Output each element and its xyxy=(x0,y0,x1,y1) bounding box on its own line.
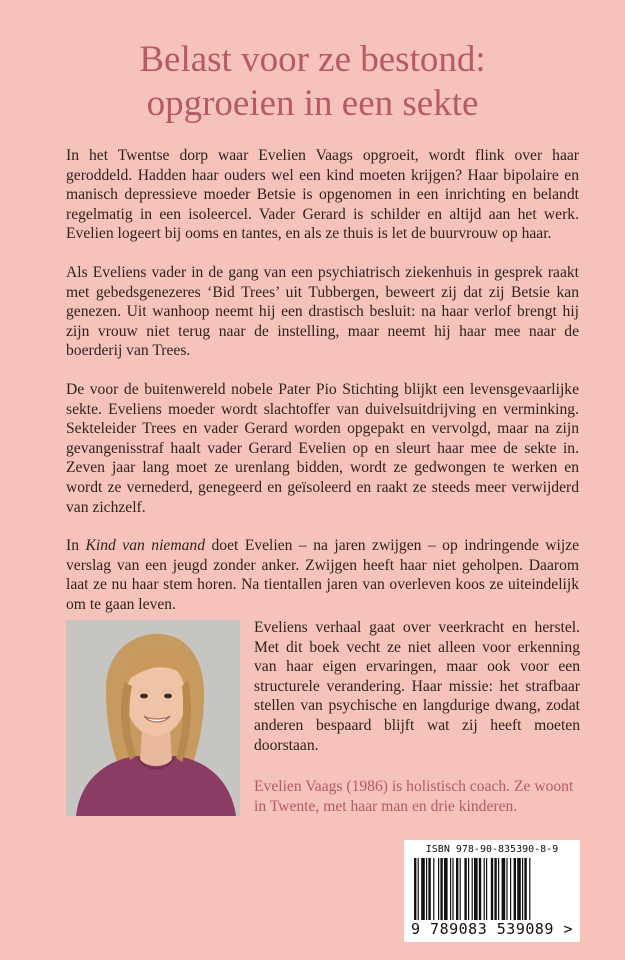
barcode-bar xyxy=(522,858,523,920)
barcode xyxy=(404,840,580,942)
barcode-bar xyxy=(468,858,469,920)
isbn-label: ISBN 978-90-835390-8-9 xyxy=(425,844,559,855)
barcode-bar xyxy=(506,858,507,920)
barcode-bar xyxy=(486,858,487,920)
barcode-bar xyxy=(440,858,442,920)
book-title-italic: Kind van niemand xyxy=(85,537,205,555)
barcode-bar xyxy=(452,858,453,920)
author-photo xyxy=(66,620,240,816)
barcode-bar xyxy=(438,858,439,920)
barcode-bar xyxy=(421,858,425,920)
title-line-1: Belast voor ze bestond: xyxy=(139,39,486,80)
title-line-2: opgroeien in een sekte xyxy=(146,83,479,124)
barcode-bar xyxy=(428,858,430,920)
barcode-bar xyxy=(450,858,451,920)
author-mission-text: Eveliens verhaal gaat over veerkracht en herstel. Met dit boek vecht ze niet alleen voor erkenning van haar eigen ervaringen, maar ook voor een structurele verandering. Haar missie: het strafbaar stellen van psychische en langdurige dwang, zodat anderen bespaard blijft wat zij heeft moeten doorstaan. xyxy=(254,619,580,754)
barcode-bar xyxy=(464,858,466,920)
blurb xyxy=(66,146,579,633)
blurb-paragraph-4: In Kind van niemand doet Evelien – na jaren zwijgen – op indringende wijze verslag van een jeugd zonder anker. Zwijgen heeft haar niet geholpen. Daarom laat ze nu haar stem horen. Na tientallen jaren van overleven koos ze uiteindelijk om te gaan leven. xyxy=(66,537,579,613)
barcode-bar xyxy=(444,858,448,920)
barcode-bar xyxy=(474,858,478,920)
barcode-bar xyxy=(484,858,485,920)
barcode-bar xyxy=(510,858,511,920)
barcode-bar xyxy=(491,858,493,920)
barcode-bar xyxy=(502,858,506,920)
barcode-bar xyxy=(498,858,499,920)
barcode-bar xyxy=(456,858,458,920)
barcode-bars xyxy=(414,858,570,920)
book-title xyxy=(0,38,625,126)
barcode-bar xyxy=(472,858,473,920)
barcode-bar xyxy=(479,858,481,920)
author-portrait-illustration xyxy=(66,620,240,816)
barcode-bar xyxy=(433,858,434,920)
barcode-bar xyxy=(414,858,416,920)
barcode-bar xyxy=(460,858,461,920)
barcode-bar xyxy=(524,858,526,920)
author-bio: Evelien Vaags (1986) is holistisch coach. Ze woont in Twente, met haar man en drie kinderen. xyxy=(254,778,574,815)
blurb-paragraph-1: In het Twentse dorp waar Evelien Vaags opgroeit, wordt flink over haar geroddeld. Hadden haar ouders wel een kind moeten krijgen? Haar bipolaire en manisch depressieve moeder Betsie is opgenomen in een inrichting en belandt regelmatig in een isoleercel. Vader Gerard is schilder en altijd aan het werk. Evelien logeert bij ooms en tantes, en als ze thuis is let de buurvrouw op haar. xyxy=(66,147,579,243)
barcode-bar xyxy=(517,858,521,920)
blurb-paragraph-3: De voor de buitenwereld nobele Pater Pio Stichting blijkt een levensgevaarlijke sekte. Eveliens moeder wordt slachtoffer van duivelsuitdrijving en verminking. Sekteleider Trees en vader Gerard worden opgepakt en vervolgd, maar na zijn gevangenisstraf haalt vader Gerard Evelien op en sleurt haar mee de sekte in. Zeven jaar lang moet ze urenlang bidden, wordt ze gedwongen te werken en wordt ze vernederd, genegeerd en geïsoleerd en raakt ze steeds meer verwijderd van zichzelf. xyxy=(66,380,579,516)
barcode-bar xyxy=(426,858,427,920)
barcode-bar xyxy=(494,858,496,920)
barcode-digits: 9 789083 539089 > xyxy=(410,920,574,938)
barcode-bar xyxy=(418,858,419,920)
blurb-paragraph-2: Als Eveliens vader in de gang van een psychiatrisch ziekenhuis in gesprek raakt met gebedsgenezeres ‘Bid Trees’ uit Tubbergen, beweert zij dat zij Betsie kan genezen. Uit wanhoop neemt hij een drastisch besluit: na haar verlof brengt hij zijn vrouw niet terug naar de instelling, maar neemt hij haar mee naar de boerderij van Trees. xyxy=(66,263,579,360)
barcode-bar xyxy=(529,858,530,920)
barcode-bar xyxy=(514,858,516,920)
author-mission xyxy=(254,618,580,755)
